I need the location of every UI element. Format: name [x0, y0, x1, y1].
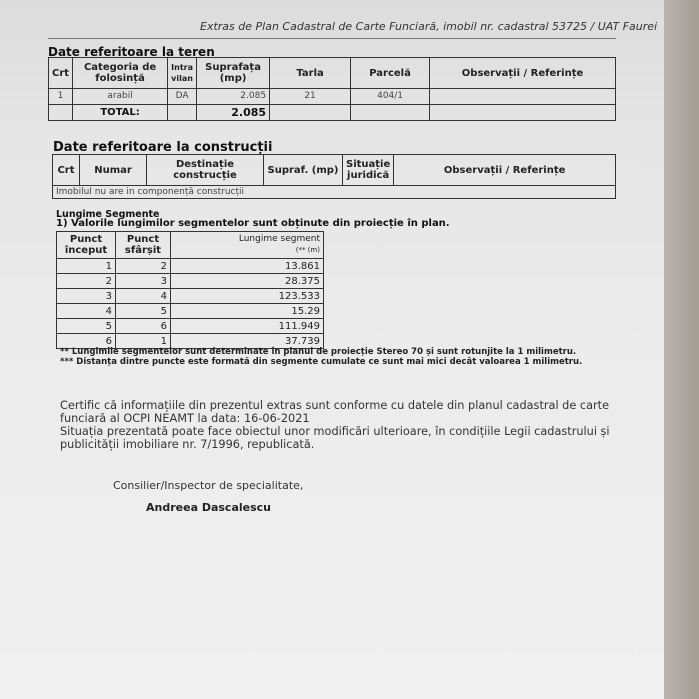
col-parcel: Parcelă: [351, 58, 430, 89]
table-row: [57, 274, 324, 289]
cell-tarla: 21: [270, 89, 351, 105]
table-row: [57, 259, 324, 274]
total-row: [49, 105, 616, 121]
cell-end-point: 3: [116, 274, 171, 289]
constructions-section-title: Date referitoare la construcții: [53, 140, 273, 155]
col-number: Numar: [80, 155, 147, 186]
col-category: Categoria de folosință: [73, 58, 168, 89]
certification-text: [60, 399, 620, 451]
cell-start-point: 5: [57, 319, 116, 334]
segments-note-1: ** Lungimile segmentelor sunt determinate în planul de proiecție Stereo 70 și sunt rotunjite la 1 milimetru.: [60, 347, 577, 357]
col-segment-length: [171, 232, 324, 259]
segment-length-unit: (** (m): [295, 246, 320, 254]
cell-start-point: 3: [57, 289, 116, 304]
table-row: [53, 186, 616, 199]
col-legal-status: Situație juridică: [343, 155, 394, 186]
document-header: Extras de Plan Cadastral de Carte Funciară, imobil nr. cadastral 53725 / UAT Faurei: [200, 20, 658, 33]
page-edge: [664, 0, 699, 699]
header-divider: [48, 38, 616, 39]
cert-line-3: Situația prezentată poate face obiectul unor modificări ulterioare, în condițiile Legii cadastrului și: [60, 425, 610, 438]
cell-segment-length: 28.375: [171, 274, 324, 289]
cell-end-point: 6: [116, 319, 171, 334]
cell-start-point: 6: [57, 334, 116, 349]
cell-category: arabil: [73, 89, 168, 105]
col-destination: Destinație construcție: [147, 155, 264, 186]
cert-line-2: funciară al OCPI NEAMT la data: 16-06-2021: [60, 412, 310, 425]
cell-intravilan: DA: [168, 89, 197, 105]
segments-subtitle: 1) Valorile lungimilor segmentelor sunt obținute din proiecție în plan.: [56, 218, 450, 229]
col-crt: Crt: [49, 58, 73, 89]
cell-segment-length: 15.29: [171, 304, 324, 319]
cell-segment-length: 123.533: [171, 289, 324, 304]
table-row: [49, 89, 616, 105]
segments-table-header: [57, 232, 324, 259]
land-table-header: [49, 58, 616, 89]
cell-parcel: 404/1: [351, 89, 430, 105]
segments-body: [57, 259, 324, 349]
cell-segment-length: 111.949: [171, 319, 324, 334]
cell-end-point: 2: [116, 259, 171, 274]
cell-start-point: 1: [57, 259, 116, 274]
cell-start-point: 2: [57, 274, 116, 289]
constructions-table: [52, 154, 616, 199]
cell-end-point: 5: [116, 304, 171, 319]
table-row: [57, 319, 324, 334]
land-table: [48, 57, 616, 121]
col-tarla: Tarla: [270, 58, 351, 89]
col-end-point: Punct sfârșit: [116, 232, 171, 259]
segment-length-label: Lungime segment: [238, 234, 320, 244]
cert-line-4: publicității imobiliare nr. 7/1996, republicată.: [60, 438, 315, 451]
col-observations: Observații / Referințe: [430, 58, 616, 89]
col-crt: Crt: [53, 155, 80, 186]
signatory-name: Andreea Dascalescu: [146, 501, 271, 514]
signatory-role: Consilier/Inspector de specialitate,: [113, 479, 304, 492]
cell-start-point: 4: [57, 304, 116, 319]
cell-segment-length: 13.861: [171, 259, 324, 274]
segments-title: Lungime Segmente: [56, 209, 160, 220]
empty-note: Imobilul nu are in componență construcții: [53, 186, 616, 199]
col-start-point: Punct început: [57, 232, 116, 259]
col-area: Suprafața (mp): [197, 58, 270, 89]
col-intravilan: Intra vilan: [168, 58, 197, 89]
total-value: 2.085: [197, 105, 270, 121]
constructions-table-header: [53, 155, 616, 186]
cell-observations: [430, 89, 616, 105]
cell-end-point: 1: [116, 334, 171, 349]
table-row: [57, 289, 324, 304]
cell-end-point: 4: [116, 289, 171, 304]
total-label: TOTAL:: [73, 105, 168, 121]
land-section-title: Date referitoare la teren: [48, 45, 215, 59]
col-surface: Supraf. (mp): [264, 155, 343, 186]
segments-note-2: *** Distanța dintre puncte este formată din segmente cumulate ce sunt mai mici decât valoarea 1 milimetru.: [60, 357, 583, 367]
table-row: [57, 304, 324, 319]
cell-segment-length: 37.739: [171, 334, 324, 349]
cert-line-1: Certific că informațiile din prezentul extras sunt conforme cu datele din planul cadastral de carte: [60, 399, 610, 412]
segments-table: [56, 231, 324, 349]
cell-crt: 1: [49, 89, 73, 105]
cell-area: 2.085: [197, 89, 270, 105]
col-observations: Observații / Referințe: [394, 155, 616, 186]
